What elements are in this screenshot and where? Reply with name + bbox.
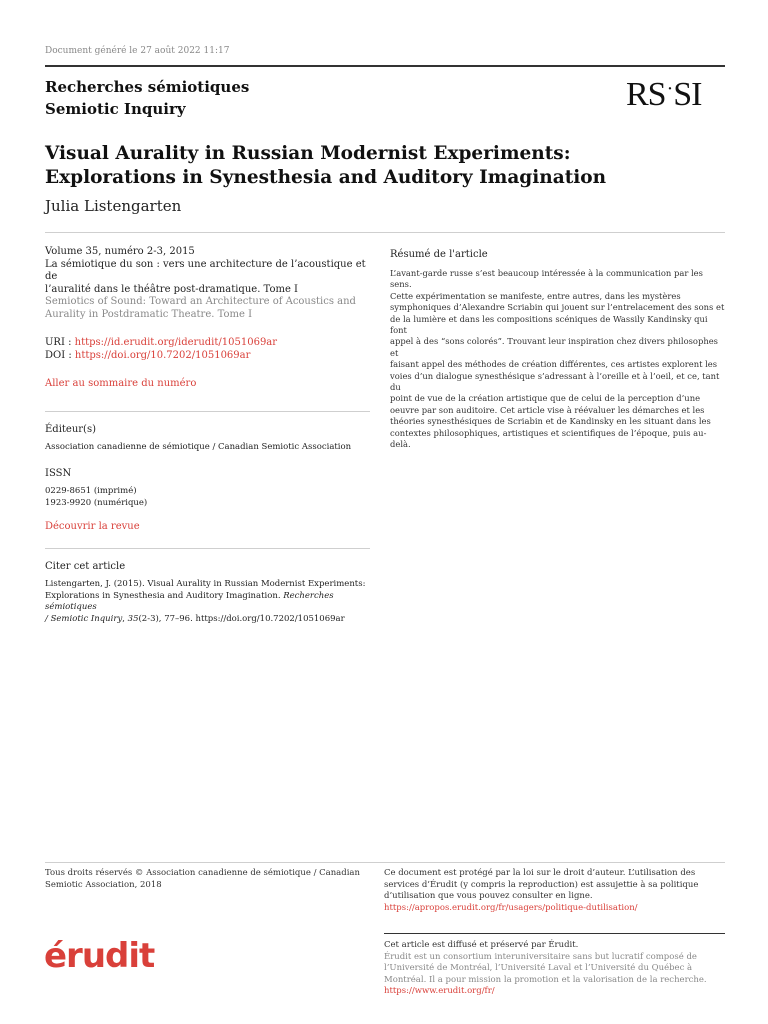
title-divider bbox=[45, 232, 725, 233]
publisher-name: Association canadienne de sémiotique / Canadian Semiotic Association bbox=[45, 442, 352, 452]
issue-theme-fr-2: l’auralité dans le théâtre post-dramatique. Tome I bbox=[45, 283, 298, 295]
issn-heading: ISSN bbox=[45, 467, 72, 479]
title-line-1: Visual Aurality in Russian Modernist Experiments: bbox=[45, 143, 571, 164]
abstract-line: voies d’un dialogue synesthésique s’adressant à l’oreille et à l’oeil, et ce, tant du bbox=[390, 370, 720, 393]
discover-link[interactable]: Découvrir la revue bbox=[45, 521, 140, 532]
erudit-notice bbox=[384, 940, 724, 998]
journal-title-fr: Recherches sémiotiques bbox=[45, 78, 250, 96]
issue-theme-en-1: Semiotics of Sound: Toward an Architecture of Acoustics and bbox=[45, 296, 356, 307]
abstract-line: point de vue de la création artistique que de celui de la perception d’une bbox=[390, 393, 701, 404]
left-column bbox=[45, 246, 370, 625]
article-author: Julia Listengarten bbox=[45, 197, 182, 215]
issue-volume: Volume 35, numéro 2-3, 2015 bbox=[45, 246, 195, 257]
rights-notice bbox=[45, 868, 365, 891]
copyright-line-3: d’utilisation que vous pouvez consulter en ligne. bbox=[384, 891, 593, 901]
cite-line-1: Listengarten, J. (2015). Visual Aurality in Russian Modernist Experiments: bbox=[45, 579, 366, 589]
policy-link[interactable]: https://apropos.erudit.org/fr/usagers/politique-dutilisation/ bbox=[384, 902, 638, 913]
cite-heading: Citer cet article bbox=[45, 560, 126, 572]
copyright-line-1: Ce document est protégé par la loi sur le droit d’auteur. L’utilisation des bbox=[384, 868, 696, 878]
logo-dot: · bbox=[666, 78, 673, 100]
abstract-line: de la lumière et dans les compositions scéniques de Wassily Kandinsky qui font bbox=[390, 313, 708, 336]
rights-line-2: Semiotic Association, 2018 bbox=[45, 879, 162, 890]
issn-print: 0229-8651 (imprimé) bbox=[45, 486, 137, 496]
erudit-logo: érudit bbox=[44, 936, 155, 976]
footer-divider bbox=[45, 862, 725, 863]
divider-cite bbox=[45, 548, 370, 549]
doi-label: DOI : bbox=[45, 349, 75, 361]
abstract-line: appel à des “sons colorés”. Trouvant leur inspiration chez divers philosophes et bbox=[390, 336, 718, 358]
doi-link[interactable]: https://doi.org/10.7202/1051069ar bbox=[74, 349, 251, 361]
diffuse-text: Cet article est diffusé et préservé par Érudit. bbox=[384, 940, 579, 950]
publisher-heading: Éditeur(s) bbox=[45, 423, 96, 435]
abstract-line: L’avant-garde russe s’est beaucoup intéressée à la communication par les sens. bbox=[390, 268, 703, 290]
abstract-line: Cette expérimentation se manifeste, entre autres, dans les mystères bbox=[390, 290, 681, 301]
journal-title bbox=[45, 76, 249, 120]
copyright-line-2: services d’Érudit (y compris la reproduction) est assujettie à sa politique bbox=[384, 879, 699, 890]
generated-date: Document généré le 27 août 2022 11:17 bbox=[45, 46, 230, 56]
article-title bbox=[45, 142, 705, 190]
cite-line-2: Explorations in Synesthesia and Auditory Imagination. Recherches sémiotiques bbox=[45, 590, 334, 612]
consortium-line-3: Montréal. Il a pour mission la promotion et la valorisation de la recherche. bbox=[384, 974, 707, 985]
copyright-notice bbox=[384, 868, 724, 914]
rssi-logo bbox=[626, 76, 702, 114]
abstract-text bbox=[390, 268, 725, 451]
abstract-section bbox=[390, 249, 725, 451]
abstract-line: contextes philosophiques, artistiques et scientifiques de l’époque, puis au-delà. bbox=[390, 427, 707, 450]
logo-right: SI bbox=[673, 76, 702, 113]
abstract-line: oeuvre par son auditoire. Cet article vise à réévaluer les démarches et les bbox=[390, 404, 705, 415]
consortium-line-1: Érudit est un consortium interuniversitaire sans but lucratif composé de bbox=[384, 951, 697, 962]
footer-divider-2 bbox=[384, 933, 725, 934]
abstract-line: symphoniques d’Alexandre Scriabin qui jouent sur l’entrelacement des sons et bbox=[390, 302, 725, 313]
summary-link[interactable]: Aller au sommaire du numéro bbox=[45, 378, 197, 389]
title-line-2: Explorations in Synesthesia and Auditory Imagination bbox=[45, 167, 607, 188]
journal-title-en: Semiotic Inquiry bbox=[45, 100, 186, 118]
issue-theme-fr-1: La sémiotique du son : vers une architecture de l’acoustique et de bbox=[45, 258, 366, 282]
logo-left: RS bbox=[626, 76, 666, 113]
cite-line-3: / Semiotic Inquiry, 35(2-3), 77–96. https://doi.org/10.7202/1051069ar bbox=[45, 613, 345, 624]
uri-link[interactable]: https://id.erudit.org/iderudit/1051069ar bbox=[74, 337, 278, 348]
rights-line-1: Tous droits réservés © Association canadienne de sémiotique / Canadian bbox=[45, 868, 360, 878]
doi-row bbox=[45, 350, 370, 363]
divider-publisher bbox=[45, 411, 370, 412]
issn-digital: 1923-9920 (numérique) bbox=[45, 497, 148, 508]
header-divider bbox=[45, 65, 725, 67]
uri-label: URI : bbox=[45, 337, 75, 348]
abstract-heading: Résumé de l'article bbox=[390, 249, 488, 260]
abstract-line: faisant appel des méthodes de création différentes, ces artistes explorent les bbox=[390, 359, 718, 370]
issue-theme-en-2: Aurality in Postdramatic Theatre. Tome I bbox=[45, 308, 253, 320]
consortium-line-2: l’Université de Montréal, l’Université Laval et l’Université du Québec à bbox=[384, 963, 693, 973]
uri-row bbox=[45, 337, 370, 350]
erudit-link[interactable]: https://www.erudit.org/fr/ bbox=[384, 986, 495, 996]
abstract-line: théories synesthésiques de Scriabin et de Kandinsky en les situant dans les bbox=[390, 416, 711, 427]
